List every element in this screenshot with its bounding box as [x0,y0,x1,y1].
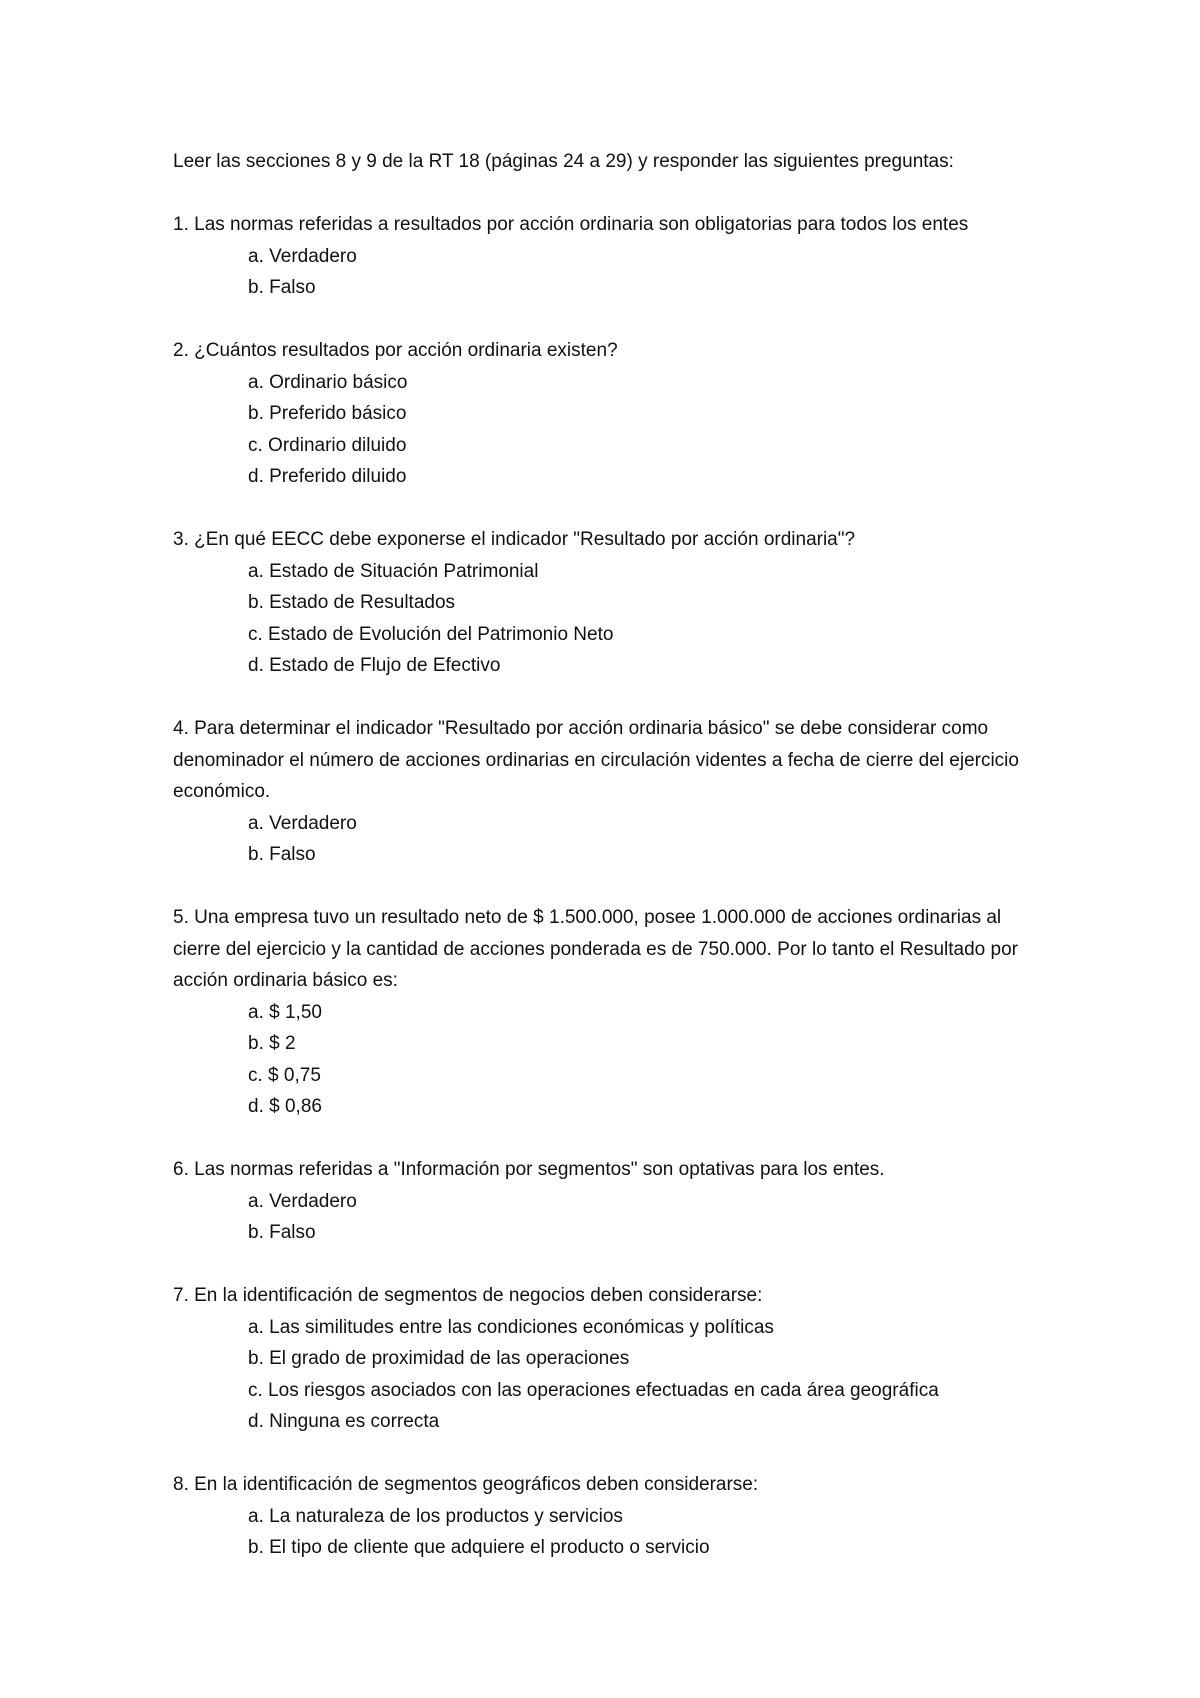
option-item: a. Ordinario básico [248,371,408,393]
option-list [173,241,1053,304]
option-list [173,556,1053,682]
question-3 [173,524,1053,682]
option-item: c. Ordinario diluido [248,434,407,456]
option-item: d. Estado de Flujo de Efectivo [248,655,501,676]
question-text: 1. Las normas referidas a resultados por acción ordinaria son obligatorias para todos los entes [173,214,969,235]
question-5 [173,902,1053,1123]
option-item: b. $ 2 [248,1033,296,1054]
option-item: b. Preferido básico [248,403,407,424]
option-item: b. Estado de Resultados [248,592,456,613]
option-item: a. Las similitudes entre las condiciones económicas y políticas [248,1316,774,1338]
question-2 [173,335,1053,493]
option-list [173,997,1053,1123]
question-text: 3. ¿En qué EECC debe exponerse el indicador "Resultado por acción ordinaria"? [173,529,856,550]
option-item: c. Estado de Evolución del Patrimonio Neto [248,623,614,645]
option-item: c. $ 0,75 [248,1064,321,1086]
question-text: 6. Las normas referidas a "Información por segmentos" son optativas para los entes. [173,1159,885,1180]
question-1 [173,209,1053,304]
question-text: 2. ¿Cuántos resultados por acción ordinaria existen? [173,340,618,361]
question-6 [173,1154,1053,1249]
question-text: 8. En la identificación de segmentos geográficos deben considerarse: [173,1474,759,1495]
option-item: a. Verdadero [248,1190,357,1212]
option-list [173,367,1053,493]
option-item: a. Estado de Situación Patrimonial [248,560,539,582]
option-item: c. Los riesgos asociados con las operaciones efectuadas en cada área geográfica [248,1379,939,1401]
question-text: 4. Para determinar el indicador "Resultado por acción ordinaria básico" se debe considerar como denominador el número de acciones ordinarias en circulación videntes a fecha de cierre del ejercicio económico. [173,718,1019,802]
option-item: d. Ninguna es correcta [248,1411,440,1432]
question-text: 7. En la identificación de segmentos de negocios deben considerarse: [173,1285,763,1306]
document-body [173,146,1053,1595]
option-item: a. Verdadero [248,812,357,834]
option-list [173,808,1053,871]
question-text: 5. Una empresa tuvo un resultado neto de $ 1.500.000, posee 1.000.000 de acciones ordinarias al cierre del ejercicio y la cantidad de acciones ponderada es de 750.000. Por lo tanto el Resultado por acción ordinaria básico es: [173,907,1018,991]
question-4 [173,713,1053,871]
question-8 [173,1469,1053,1564]
option-item: a. $ 1,50 [248,1001,322,1023]
option-list [173,1312,1053,1438]
option-item: b. El tipo de cliente que adquiere el producto o servicio [248,1537,710,1558]
option-list [173,1186,1053,1249]
option-list [173,1501,1053,1564]
intro-text: Leer las secciones 8 y 9 de la RT 18 (páginas 24 a 29) y responder las siguientes preguntas: [173,151,954,172]
option-item: b. Falso [248,277,316,298]
option-item: b. Falso [248,844,316,865]
option-item: a. Verdadero [248,245,357,267]
option-item: b. Falso [248,1222,316,1243]
option-item: a. La naturaleza de los productos y servicios [248,1505,623,1527]
option-item: d. Preferido diluido [248,466,407,487]
question-7 [173,1280,1053,1438]
option-item: d. $ 0,86 [248,1096,322,1117]
option-item: b. El grado de proximidad de las operaciones [248,1348,630,1369]
